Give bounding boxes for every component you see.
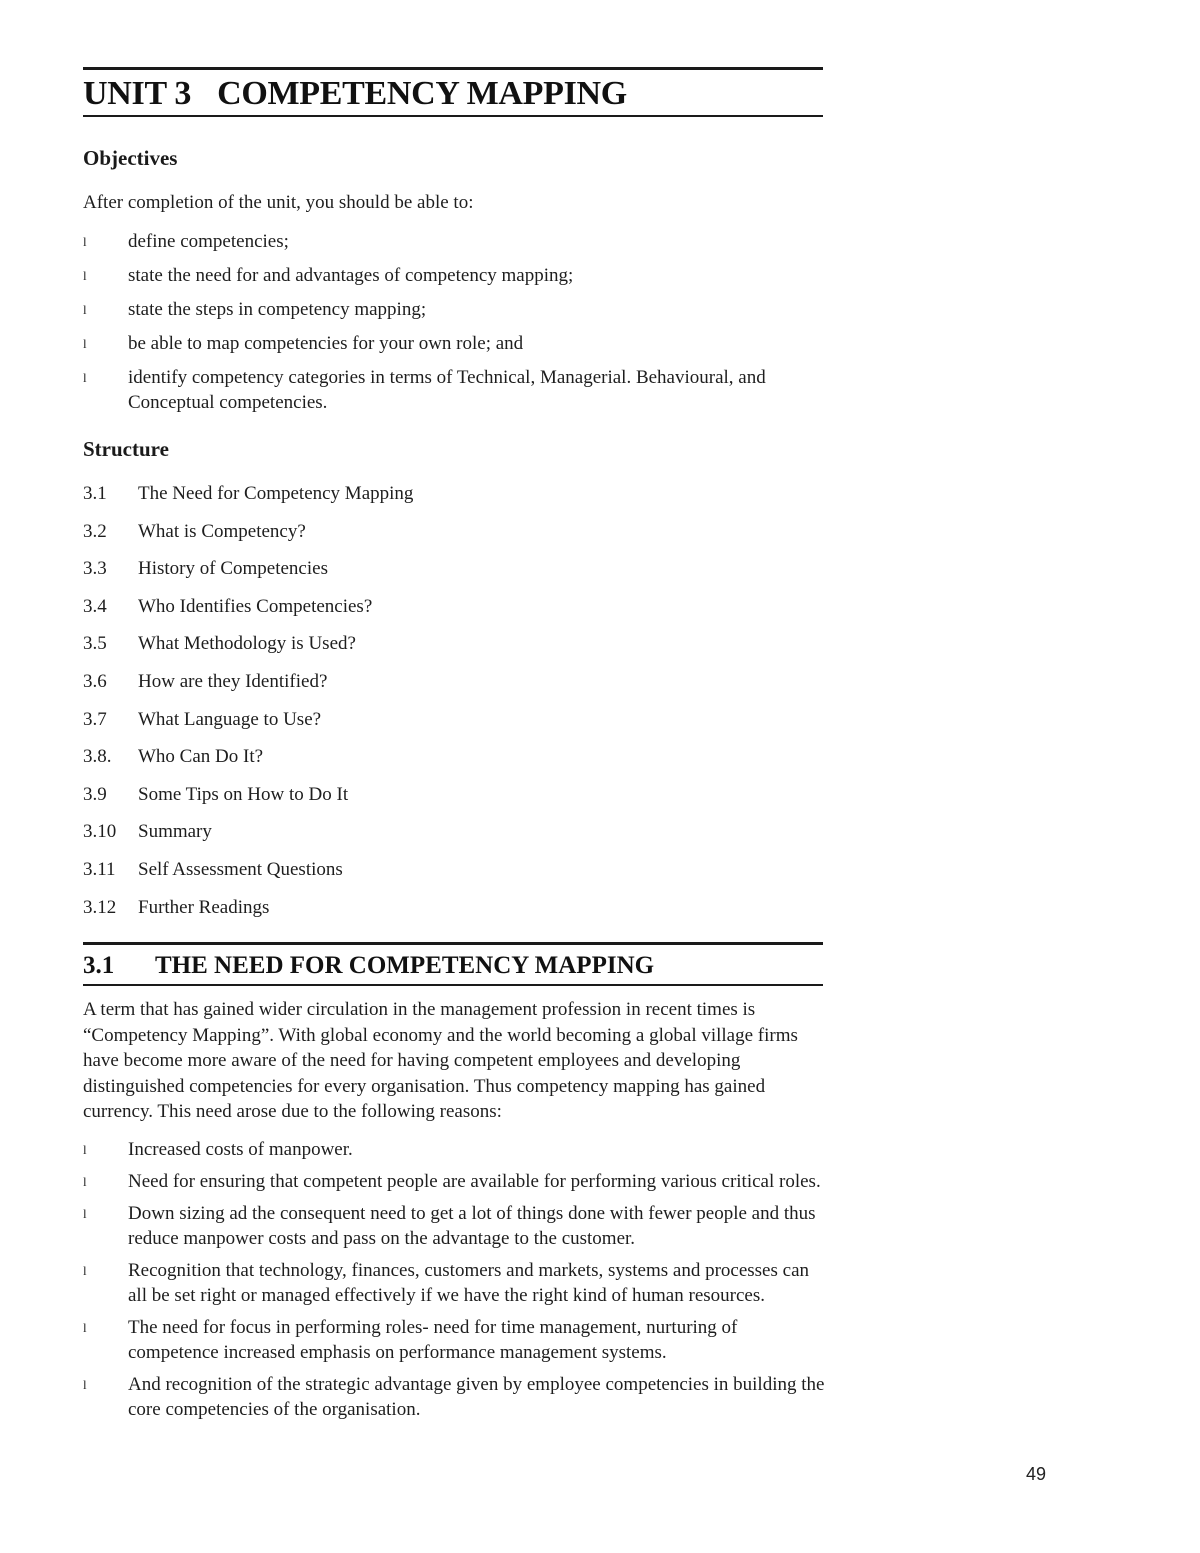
structure-number: 3.8. — [83, 746, 112, 768]
structure-list — [83, 481, 413, 932]
reason-item — [83, 1372, 828, 1422]
section-name: THE NEED FOR COMPETENCY MAPPING — [155, 952, 655, 979]
unit-number: UNIT 3 — [83, 75, 192, 112]
bullet-icon: l — [83, 336, 87, 351]
bullet-icon: l — [83, 234, 87, 249]
bullet-icon: l — [83, 302, 87, 317]
reason-item — [83, 1201, 828, 1251]
structure-item — [83, 782, 413, 820]
structure-number: 3.4 — [83, 595, 107, 617]
section-number: 3.1 — [83, 952, 115, 979]
structure-item — [83, 631, 413, 669]
structure-item — [83, 895, 413, 933]
objective-text: state the steps in competency mapping; — [128, 299, 427, 320]
structure-title: Self Assessment Questions — [138, 858, 343, 880]
objective-item — [83, 263, 828, 288]
structure-item — [83, 556, 413, 594]
reason-item — [83, 1169, 828, 1194]
title-top-rule — [83, 67, 823, 70]
bullet-icon: l — [83, 1320, 87, 1335]
section-paragraph: A term that has gained wider circulation in the management profession in recent times is “Competency Mapping”. With global economy and the world becoming a global village firms have become more aware of the need for having competent employees and developing distinguished competencies for every organisation. Thus competency mapping has gained currency. This need arose due to the following reasons: — [83, 999, 798, 1122]
structure-item — [83, 669, 413, 707]
section-title — [83, 950, 654, 982]
structure-number: 3.7 — [83, 708, 107, 730]
structure-title: Further Readings — [138, 896, 270, 918]
objective-text: identify competency categories in terms of Technical, Managerial. Behavioural, and Conceptual competencies. — [128, 367, 766, 413]
reason-text: And recognition of the strategic advantage given by employee competencies in building the core competencies of the organisation. — [128, 1374, 825, 1420]
structure-title: History of Competencies — [138, 558, 328, 580]
unit-title — [83, 74, 627, 114]
structure-item — [83, 707, 413, 745]
structure-item — [83, 857, 413, 895]
reason-item — [83, 1137, 828, 1162]
section-top-rule — [83, 942, 823, 945]
section-bottom-rule — [83, 984, 823, 986]
structure-number: 3.1 — [83, 483, 107, 504]
structure-title: Who Identifies Competencies? — [138, 595, 373, 617]
reason-text: Down sizing ad the consequent need to get a lot of things done with fewer people and thus reduce manpower costs and pass on the advantage to the customer. — [128, 1203, 816, 1249]
reason-text: Recognition that technology, finances, customers and markets, systems and processes can all be set right or managed effectively if we have the right kind of human resources. — [128, 1260, 810, 1306]
structure-title: What Language to Use? — [138, 708, 322, 730]
structure-item — [83, 819, 413, 857]
bullet-icon: l — [83, 370, 87, 385]
objective-text: be able to map competencies for your own role; and — [128, 333, 524, 354]
bullet-icon: l — [83, 1206, 87, 1221]
page-number: 49 — [1026, 1464, 1047, 1484]
structure-number: 3.5 — [83, 633, 107, 655]
structure-number: 3.11 — [83, 858, 116, 880]
reasons-list — [83, 1137, 828, 1429]
objective-item — [83, 229, 828, 254]
structure-title: What Methodology is Used? — [138, 633, 356, 655]
unit-name: COMPETENCY MAPPING — [217, 75, 627, 112]
structure-number: 3.6 — [83, 670, 107, 692]
reason-item — [83, 1258, 828, 1308]
structure-title: The Need for Competency Mapping — [138, 483, 414, 504]
title-bottom-rule — [83, 115, 823, 117]
objectives-heading: Objectives — [83, 146, 178, 170]
reason-text: The need for focus in performing roles- need for time management, nurturing of competence increased emphasis on performance management systems. — [128, 1317, 738, 1363]
bullet-icon: l — [83, 1377, 87, 1392]
objective-item — [83, 331, 828, 356]
structure-item — [83, 594, 413, 632]
structure-heading: Structure — [83, 437, 169, 461]
bullet-icon: l — [83, 1174, 87, 1189]
bullet-icon: l — [83, 1142, 87, 1157]
structure-title: Some Tips on How to Do It — [138, 783, 349, 805]
structure-title: How are they Identified? — [138, 670, 328, 692]
structure-title: What is Competency? — [138, 520, 306, 542]
reason-text: Need for ensuring that competent people are available for performing various critical roles. — [128, 1171, 821, 1192]
objectives-intro: After completion of the unit, you should be able to: — [83, 192, 474, 213]
structure-number: 3.3 — [83, 558, 107, 580]
objective-text: state the need for and advantages of competency mapping; — [128, 265, 574, 286]
objective-text: define competencies; — [128, 231, 289, 252]
objective-item — [83, 365, 828, 415]
objective-item — [83, 297, 828, 322]
structure-title: Summary — [138, 821, 212, 843]
structure-number: 3.12 — [83, 896, 117, 918]
bullet-icon: l — [83, 268, 87, 283]
structure-number: 3.2 — [83, 520, 107, 542]
reason-item — [83, 1315, 828, 1365]
structure-number: 3.10 — [83, 821, 117, 843]
structure-title: Who Can Do It? — [138, 746, 264, 768]
structure-number: 3.9 — [83, 783, 107, 805]
objectives-list — [83, 229, 828, 424]
bullet-icon: l — [83, 1263, 87, 1278]
structure-item — [83, 481, 413, 519]
structure-item — [83, 744, 413, 782]
reason-text: Increased costs of manpower. — [128, 1139, 353, 1160]
structure-item — [83, 519, 413, 557]
